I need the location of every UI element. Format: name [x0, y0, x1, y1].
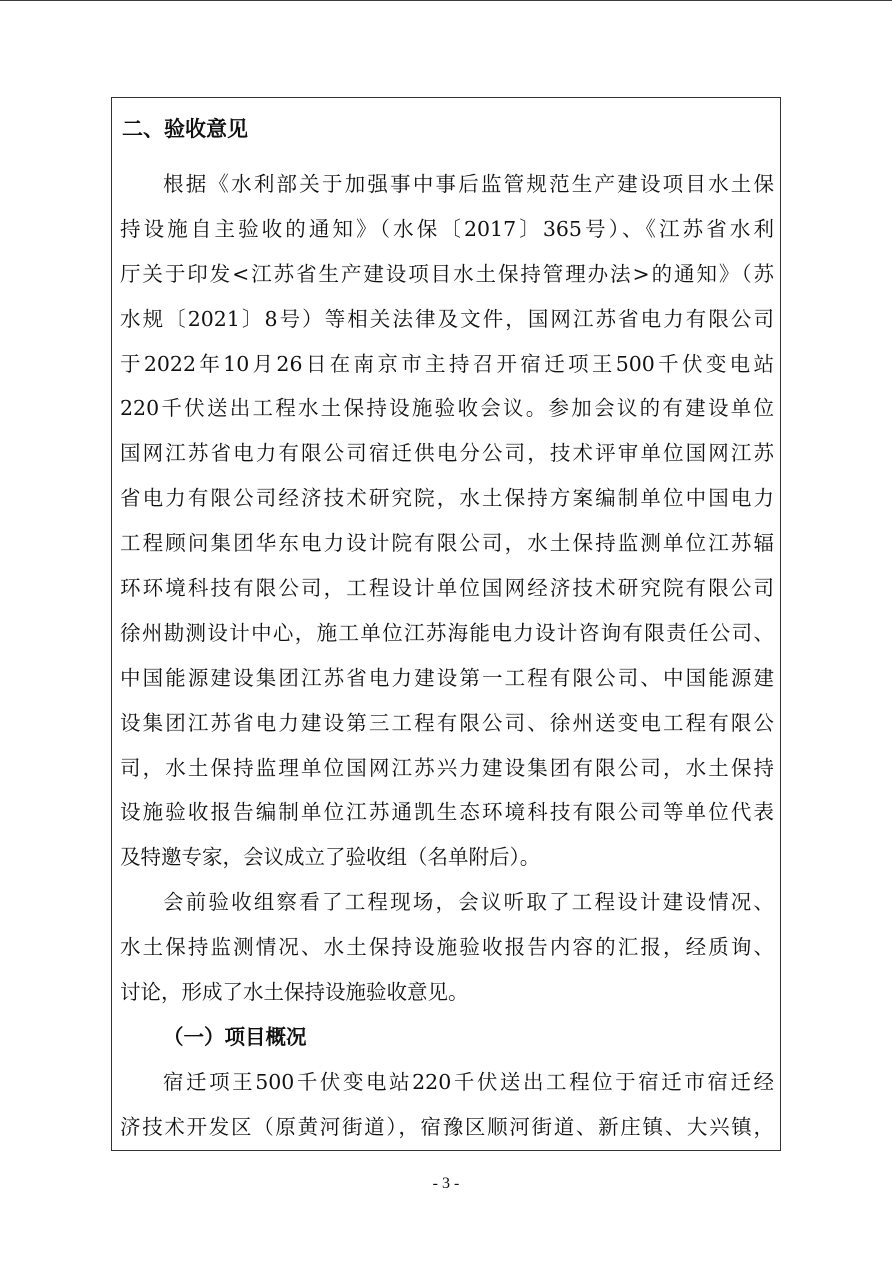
paragraph-line: 及特邀专家，会议成立了验收组（名单附后）。 [120, 845, 541, 870]
document-frame [111, 97, 781, 1151]
paragraph-line [120, 1150, 774, 1151]
paragraph-line: 司，水土保持监理单位国网江苏兴力建设集团有限公司，水土保持 [120, 755, 774, 780]
paragraph-line: 220千伏送出工程水土保持设施验收会议。参加会议的有建设单位 [120, 396, 774, 421]
section-title: 二、验收意见 [122, 117, 248, 141]
paragraph-line: 于2022年10月26日在南京市主持召开宿迁项王500千伏变电站 [120, 351, 774, 376]
paragraph-line: 国网江苏省电力有限公司宿迁供电分公司，技术评审单位国网江苏 [120, 441, 774, 466]
paragraph-line: 中国能源建设集团江苏省电力建设第一工程有限公司、中国能源建 [120, 665, 774, 690]
paragraph-line: 工程顾问集团华东电力设计院有限公司，水土保持监测单位江苏辐 [120, 531, 774, 556]
body-text [120, 162, 774, 1151]
paragraph-line: 徐州勘测设计中心，施工单位江苏海能电力设计咨询有限责任公司、 [120, 620, 774, 645]
paragraph-line: 设集团江苏省电力建设第三工程有限公司、徐州送变电工程有限公 [120, 710, 774, 735]
paragraph-line: 设施验收报告编制单位江苏通凯生态环境科技有限公司等单位代表 [120, 800, 774, 825]
top-rule [0, 0, 892, 1]
paragraph-line: 宿迁项王500千伏变电站220千伏送出工程位于宿迁市宿迁经 [163, 1069, 774, 1094]
paragraph-line: 厅关于印发<江苏省生产建设项目水土保持管理办法>的通知》（苏 [120, 261, 774, 286]
page-number: - 3 - [432, 1175, 460, 1192]
paragraph-line: 会前验收组察看了工程现场，会议听取了工程设计建设情况、 [163, 890, 774, 915]
paragraph-line: 根据《水利部关于加强事中事后监管规范生产建设项目水土保 [163, 172, 774, 196]
paragraph-line: 省电力有限公司经济技术研究院，水土保持方案编制单位中国电力 [120, 486, 774, 511]
paragraph-line: 讨论，形成了水土保持设施验收意见。 [120, 980, 469, 1005]
subsection-heading: （一）项目概况 [163, 1024, 307, 1049]
paragraph-line: 水土保持监测情况、水土保持设施验收报告内容的汇报，经质询、 [120, 935, 774, 960]
paragraph-line: 环环境科技有限公司，工程设计单位国网经济技术研究院有限公司 [120, 576, 774, 601]
paragraph-line: 水规〔2021〕8号）等相关法律及文件，国网江苏省电力有限公司 [120, 306, 774, 331]
paragraph-line: 济技术开发区（原黄河街道），宿豫区顺河街道、新庄镇、大兴镇， [120, 1114, 774, 1139]
paragraph-line: 持设施自主验收的通知》（水保〔2017〕365号）、《江苏省水利 [120, 216, 774, 241]
